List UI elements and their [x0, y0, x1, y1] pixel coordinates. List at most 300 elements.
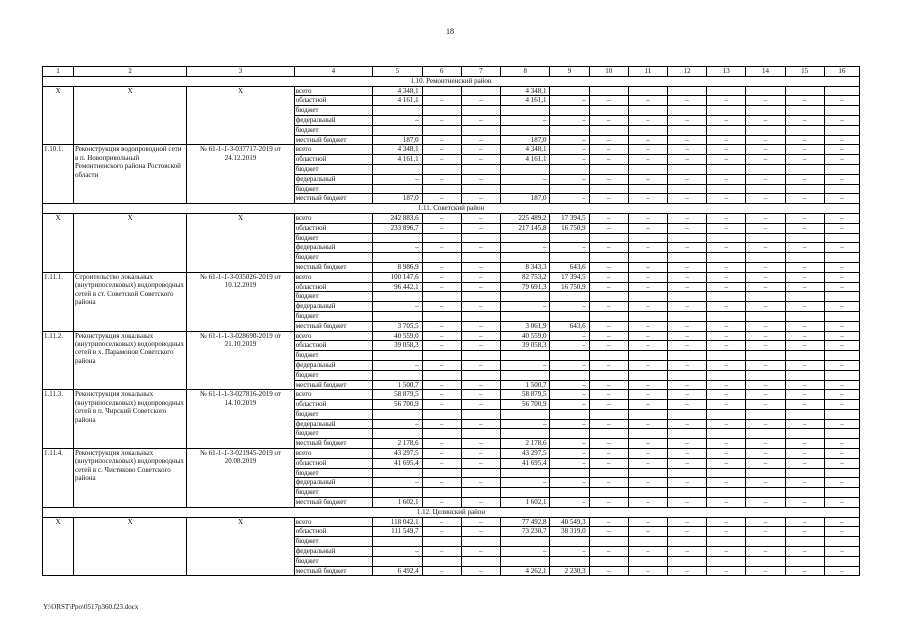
value-col14: [746, 164, 785, 174]
funding-source: бюджет: [294, 409, 372, 419]
value-col7: –: [461, 115, 500, 125]
value-col5: [373, 537, 423, 547]
value-col12: –: [668, 272, 707, 282]
value-col10: –: [589, 194, 628, 204]
item-number: X: [43, 86, 74, 145]
table-row: [43, 86, 860, 96]
value-col6: –: [422, 360, 461, 370]
value-col7: [461, 86, 500, 96]
value-col14: –: [746, 194, 785, 204]
item-name: Реконструкция водопроводной сети в п. Новопривольный Ремонтненского района Ростовской области: [73, 145, 186, 204]
value-col8: [500, 106, 550, 116]
funding-source: всего: [294, 272, 372, 282]
value-col5: [373, 184, 423, 194]
value-col10: –: [589, 400, 628, 410]
value-col9: [550, 106, 589, 116]
value-col8: 58 879,5: [500, 390, 550, 400]
value-col11: –: [628, 272, 667, 282]
value-col16: –: [824, 341, 859, 351]
item-document: № 61-1-1-3-028690-2019 от 21.10.2019: [187, 331, 294, 390]
section-title: 1.12. Целинский район: [43, 507, 860, 517]
value-col10: –: [589, 341, 628, 351]
value-col6: [422, 292, 461, 302]
value-col5: [373, 164, 423, 174]
value-col11: –: [628, 302, 667, 312]
funding-source: всего: [294, 517, 372, 527]
value-col11: –: [628, 498, 667, 508]
value-col6: –: [422, 262, 461, 272]
value-col12: [668, 125, 707, 135]
value-col13: –: [707, 243, 746, 253]
value-col14: [746, 311, 785, 321]
value-col10: –: [589, 498, 628, 508]
funding-source: областной: [294, 223, 372, 233]
value-col8: 1 602,1: [500, 498, 550, 508]
value-col7: [461, 311, 500, 321]
value-col11: [628, 311, 667, 321]
value-col10: –: [589, 282, 628, 292]
value-col16: –: [824, 321, 859, 331]
item-name: Реконструкция локальных (внутрипоселковых) водопроводных сетей в х. Парамонов Советского района: [73, 331, 186, 390]
value-col16: [824, 292, 859, 302]
value-col12: –: [668, 566, 707, 576]
value-col15: [785, 125, 824, 135]
value-col8: 2 178,6: [500, 439, 550, 449]
budget-table: [42, 66, 860, 576]
value-col11: –: [628, 458, 667, 468]
value-col8: 225 489,2: [500, 213, 550, 223]
value-col6: –: [422, 155, 461, 165]
funding-source: местный бюджет: [294, 135, 372, 145]
value-col15: –: [785, 145, 824, 155]
value-col5: 56 700,9: [373, 400, 423, 410]
value-col5: [373, 253, 423, 263]
value-col7: [461, 409, 500, 419]
value-col9: 17 394,5: [550, 213, 589, 223]
value-col7: [461, 125, 500, 135]
column-number-header: 15: [785, 67, 824, 77]
funding-source: местный бюджет: [294, 439, 372, 449]
value-col7: –: [461, 262, 500, 272]
value-col16: [824, 164, 859, 174]
value-col16: –: [824, 96, 859, 106]
value-col15: [785, 86, 824, 96]
value-col6: [422, 253, 461, 263]
value-col7: –: [461, 282, 500, 292]
value-col11: –: [628, 419, 667, 429]
item-number: 1.10.1.: [43, 145, 74, 204]
value-col15: –: [785, 155, 824, 165]
value-col5: –: [373, 243, 423, 253]
value-col5: [373, 556, 423, 566]
value-col10: [589, 164, 628, 174]
value-col10: –: [589, 174, 628, 184]
value-col11: –: [628, 174, 667, 184]
value-col11: –: [628, 262, 667, 272]
value-col14: –: [746, 96, 785, 106]
value-col15: [785, 106, 824, 116]
value-col9: –: [550, 243, 589, 253]
value-col14: –: [746, 243, 785, 253]
value-col12: [668, 409, 707, 419]
value-col11: –: [628, 341, 667, 351]
value-col15: [785, 233, 824, 243]
value-col7: [461, 429, 500, 439]
value-col11: [628, 351, 667, 361]
value-col16: [824, 409, 859, 419]
value-col13: –: [707, 478, 746, 488]
value-col16: –: [824, 517, 859, 527]
value-col11: –: [628, 390, 667, 400]
funding-source: бюджет: [294, 488, 372, 498]
value-col14: [746, 184, 785, 194]
value-col15: –: [785, 135, 824, 145]
value-col6: –: [422, 498, 461, 508]
value-col7: –: [461, 96, 500, 106]
value-col15: –: [785, 96, 824, 106]
value-col6: [422, 556, 461, 566]
value-col10: –: [589, 213, 628, 223]
funding-source: бюджет: [294, 370, 372, 380]
value-col15: –: [785, 302, 824, 312]
value-col13: –: [707, 400, 746, 410]
funding-source: областной: [294, 282, 372, 292]
value-col13: –: [707, 527, 746, 537]
value-col15: [785, 556, 824, 566]
value-col15: –: [785, 478, 824, 488]
funding-source: местный бюджет: [294, 262, 372, 272]
value-col13: –: [707, 517, 746, 527]
value-col6: –: [422, 194, 461, 204]
value-col5: –: [373, 419, 423, 429]
value-col14: –: [746, 360, 785, 370]
value-col8: [500, 488, 550, 498]
value-col6: –: [422, 96, 461, 106]
value-col16: –: [824, 155, 859, 165]
value-col5: 39 058,3: [373, 341, 423, 351]
value-col14: –: [746, 155, 785, 165]
value-col14: –: [746, 115, 785, 125]
value-col9: [550, 429, 589, 439]
value-col8: 8 343,3: [500, 262, 550, 272]
value-col15: [785, 184, 824, 194]
value-col10: –: [589, 262, 628, 272]
value-col13: [707, 164, 746, 174]
table-row: [43, 272, 860, 282]
value-col12: –: [668, 517, 707, 527]
value-col12: –: [668, 527, 707, 537]
table-row: [43, 145, 860, 155]
value-col14: –: [746, 331, 785, 341]
value-col13: –: [707, 390, 746, 400]
value-col16: [824, 184, 859, 194]
value-col9: [550, 556, 589, 566]
value-col9: [550, 125, 589, 135]
funding-source: федеральный: [294, 478, 372, 488]
value-col16: –: [824, 174, 859, 184]
value-col8: 4 348,1: [500, 145, 550, 155]
value-col16: [824, 488, 859, 498]
value-col8: [500, 311, 550, 321]
value-col7: –: [461, 380, 500, 390]
value-col5: 187,0: [373, 194, 423, 204]
value-col12: –: [668, 155, 707, 165]
value-col14: –: [746, 527, 785, 537]
value-col6: –: [422, 272, 461, 282]
value-col14: [746, 292, 785, 302]
value-col7: [461, 370, 500, 380]
value-col14: –: [746, 282, 785, 292]
value-col5: [373, 488, 423, 498]
value-col8: –: [500, 174, 550, 184]
item-number: X: [43, 213, 74, 272]
funding-source: бюджет: [294, 233, 372, 243]
value-col13: –: [707, 380, 746, 390]
value-col14: –: [746, 478, 785, 488]
value-col11: [628, 468, 667, 478]
value-col14: –: [746, 262, 785, 272]
value-col14: –: [746, 321, 785, 331]
value-col8: 4 161,1: [500, 155, 550, 165]
value-col5: 4 161,1: [373, 96, 423, 106]
value-col16: –: [824, 547, 859, 557]
value-col7: –: [461, 478, 500, 488]
funding-source: федеральный: [294, 174, 372, 184]
value-col10: –: [589, 331, 628, 341]
value-col8: [500, 409, 550, 419]
value-col11: [628, 370, 667, 380]
value-col11: –: [628, 145, 667, 155]
value-col11: –: [628, 566, 667, 576]
value-col8: –: [500, 547, 550, 557]
funding-source: федеральный: [294, 547, 372, 557]
value-col16: [824, 233, 859, 243]
value-col6: –: [422, 390, 461, 400]
value-col11: [628, 429, 667, 439]
value-col15: –: [785, 400, 824, 410]
column-number-header: 11: [628, 67, 667, 77]
value-col5: [373, 429, 423, 439]
value-col7: –: [461, 400, 500, 410]
value-col16: –: [824, 135, 859, 145]
value-col15: –: [785, 439, 824, 449]
value-col6: [422, 184, 461, 194]
value-col9: –: [550, 96, 589, 106]
value-col11: [628, 292, 667, 302]
value-col7: –: [461, 527, 500, 537]
value-col8: 39 058,3: [500, 341, 550, 351]
item-name: Реконструкция локальных (внутрипоселковых) водопроводных сетей в с. Чистяково Советского района: [73, 449, 186, 508]
value-col5: –: [373, 115, 423, 125]
value-col8: 187,0: [500, 194, 550, 204]
item-name: X: [73, 86, 186, 145]
value-col9: –: [550, 115, 589, 125]
value-col10: –: [589, 449, 628, 459]
value-col10: [589, 253, 628, 263]
value-col7: –: [461, 155, 500, 165]
value-col13: [707, 351, 746, 361]
value-col9: [550, 488, 589, 498]
value-col5: 1 500,7: [373, 380, 423, 390]
value-col8: 187,0: [500, 135, 550, 145]
column-number-header: 3: [187, 67, 294, 77]
value-col6: –: [422, 321, 461, 331]
value-col9: –: [550, 439, 589, 449]
value-col13: –: [707, 360, 746, 370]
value-col14: [746, 233, 785, 243]
value-col11: [628, 184, 667, 194]
value-col11: [628, 233, 667, 243]
value-col8: [500, 233, 550, 243]
value-col7: –: [461, 360, 500, 370]
value-col10: –: [589, 360, 628, 370]
funding-source: всего: [294, 390, 372, 400]
value-col11: –: [628, 331, 667, 341]
value-col8: –: [500, 115, 550, 125]
value-col13: [707, 106, 746, 116]
item-name: Реконструкция локальных (внутрипоселковых) водопроводных сетей в п. Чирский Советского района: [73, 390, 186, 449]
value-col6: –: [422, 458, 461, 468]
value-col12: –: [668, 547, 707, 557]
value-col15: –: [785, 390, 824, 400]
value-col9: [550, 468, 589, 478]
value-col13: –: [707, 213, 746, 223]
value-col9: [550, 311, 589, 321]
funding-source: местный бюджет: [294, 498, 372, 508]
value-col13: –: [707, 223, 746, 233]
value-col9: [550, 537, 589, 547]
funding-source: всего: [294, 449, 372, 459]
value-col7: –: [461, 419, 500, 429]
value-col11: –: [628, 449, 667, 459]
value-col11: –: [628, 282, 667, 292]
value-col14: –: [746, 439, 785, 449]
value-col12: –: [668, 302, 707, 312]
value-col7: –: [461, 243, 500, 253]
item-number: 1.11.4.: [43, 449, 74, 508]
value-col10: –: [589, 527, 628, 537]
funding-source: федеральный: [294, 302, 372, 312]
value-col12: [668, 311, 707, 321]
value-col6: [422, 125, 461, 135]
value-col13: [707, 292, 746, 302]
value-col16: [824, 468, 859, 478]
value-col10: [589, 556, 628, 566]
value-col7: –: [461, 449, 500, 459]
value-col15: [785, 311, 824, 321]
value-col5: 2 178,6: [373, 439, 423, 449]
value-col12: –: [668, 115, 707, 125]
value-col12: –: [668, 321, 707, 331]
value-col8: –: [500, 478, 550, 488]
value-col9: –: [550, 135, 589, 145]
value-col6: –: [422, 223, 461, 233]
value-col9: –: [550, 341, 589, 351]
value-col12: –: [668, 331, 707, 341]
item-document: № 61-1-1-3-021945-2019 от 20.08.2019: [187, 449, 294, 508]
value-col14: –: [746, 223, 785, 233]
value-col9: [550, 86, 589, 96]
value-col5: [373, 351, 423, 361]
table-row: [43, 213, 860, 223]
value-col8: 4 262,1: [500, 566, 550, 576]
value-col14: [746, 429, 785, 439]
value-col16: –: [824, 390, 859, 400]
value-col13: –: [707, 419, 746, 429]
value-col9: –: [550, 331, 589, 341]
value-col10: [589, 106, 628, 116]
value-col5: 6 492,4: [373, 566, 423, 576]
value-col10: –: [589, 243, 628, 253]
value-col8: 82 753,2: [500, 272, 550, 282]
value-col12: [668, 556, 707, 566]
value-col15: –: [785, 380, 824, 390]
value-col11: –: [628, 478, 667, 488]
value-col14: –: [746, 458, 785, 468]
value-col7: –: [461, 458, 500, 468]
value-col5: [373, 409, 423, 419]
funding-source: бюджет: [294, 537, 372, 547]
value-col11: –: [628, 547, 667, 557]
value-col13: [707, 409, 746, 419]
value-col9: [550, 253, 589, 263]
funding-source: местный бюджет: [294, 380, 372, 390]
page-number: 18: [446, 27, 454, 36]
value-col14: –: [746, 145, 785, 155]
value-col15: [785, 468, 824, 478]
funding-source: всего: [294, 331, 372, 341]
value-col9: –: [550, 360, 589, 370]
funding-source: бюджет: [294, 106, 372, 116]
item-number: 1.11.2.: [43, 331, 74, 390]
value-col14: [746, 351, 785, 361]
value-col13: –: [707, 547, 746, 557]
value-col6: [422, 164, 461, 174]
value-col13: [707, 370, 746, 380]
funding-source: всего: [294, 145, 372, 155]
value-col5: 8 986,9: [373, 262, 423, 272]
value-col13: –: [707, 174, 746, 184]
value-col9: [550, 292, 589, 302]
item-document: X: [187, 517, 294, 576]
value-col10: –: [589, 135, 628, 145]
value-col6: –: [422, 331, 461, 341]
value-col11: –: [628, 135, 667, 145]
value-col11: –: [628, 400, 667, 410]
value-col12: –: [668, 174, 707, 184]
value-col5: [373, 233, 423, 243]
section-title: 1.11. Советский район: [43, 204, 860, 214]
value-col13: –: [707, 302, 746, 312]
value-col7: –: [461, 145, 500, 155]
value-col8: 79 691,3: [500, 282, 550, 292]
value-col16: [824, 106, 859, 116]
funding-source: областной: [294, 458, 372, 468]
value-col12: –: [668, 135, 707, 145]
value-col12: –: [668, 96, 707, 106]
value-col9: [550, 233, 589, 243]
value-col15: –: [785, 498, 824, 508]
value-col5: 41 695,4: [373, 458, 423, 468]
funding-source: бюджет: [294, 292, 372, 302]
value-col16: [824, 556, 859, 566]
value-col11: –: [628, 360, 667, 370]
item-name: X: [73, 213, 186, 272]
value-col15: –: [785, 262, 824, 272]
value-col6: [422, 351, 461, 361]
value-col11: –: [628, 194, 667, 204]
column-number-header: 16: [824, 67, 859, 77]
